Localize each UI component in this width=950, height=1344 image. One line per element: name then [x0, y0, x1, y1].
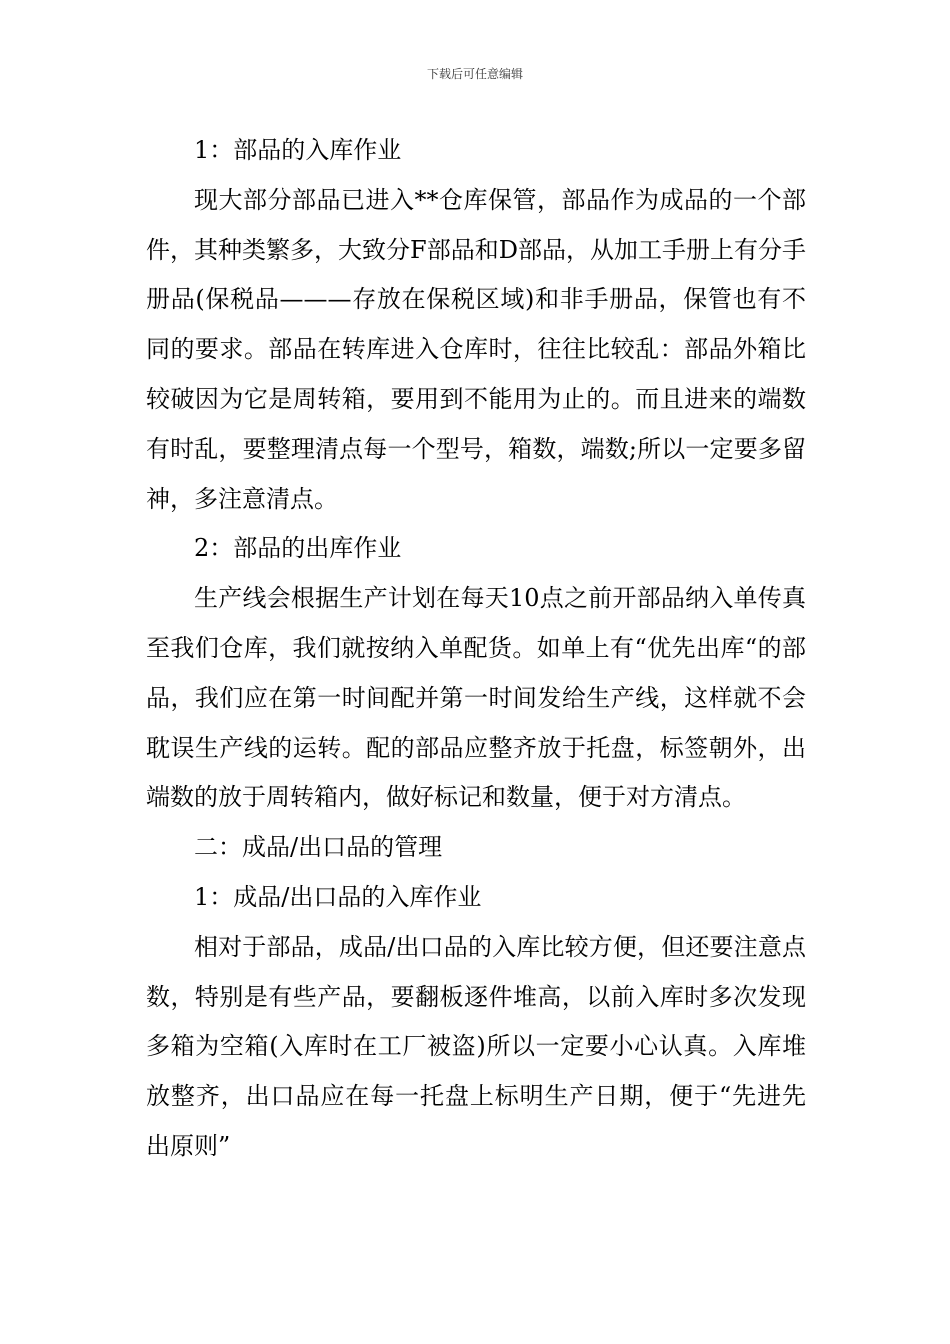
section-heading: 1：部品的入库作业 — [194, 136, 402, 164]
page-header: 下载后可任意编辑 — [426, 67, 523, 81]
section-heading: 2：部品的出库作业 — [194, 534, 402, 563]
body-paragraph: 现大部分部品已进入**仓库保管，部品作为成品的一个部件，其种类繁多，大致分F部品和D部品，从加工手册上有分手册品(保税品———存放在保税区域)和非手册品，保管也有不同的要求。部品在转库进入仓库时，往往比较乱：部品外箱比较破因为它是周转箱，要用到不能用为止的。而且进来的端数有时乱，要整理清点每一个型号，箱数，端数;所以一定要多留神，多注意清点。 — [146, 185, 806, 513]
section-heading: 二：成品/出口品的管理 — [194, 833, 443, 862]
section-heading: 1：成品/出口品的入库作业 — [194, 882, 482, 911]
body-paragraph: 生产线会根据生产计划在每天10点之前开部品纳入单传真至我们仓库，我们就按纳入单配货。如单上有“优先出库“的部品，我们应在第一时间配并第一时间发给生产线，这样就不会耽误生产线的运转。配的部品应整齐放于托盘，标签朝外，出端数的放于周转箱内，做好标记和数量，便于对方清点。 — [146, 584, 806, 812]
body-paragraph: 相对于部品，成品/出口品的入库比较方便，但还要注意点数，特别是有些产品，要翻板逐件堆高，以前入库时多次发现多箱为空箱(入库时在工厂被盗)所以一定要小心认真。入库堆放整齐，出口品应在每一托盘上标明生产日期，便于“先进先出原则” — [146, 932, 806, 1160]
document-body — [146, 126, 806, 1172]
